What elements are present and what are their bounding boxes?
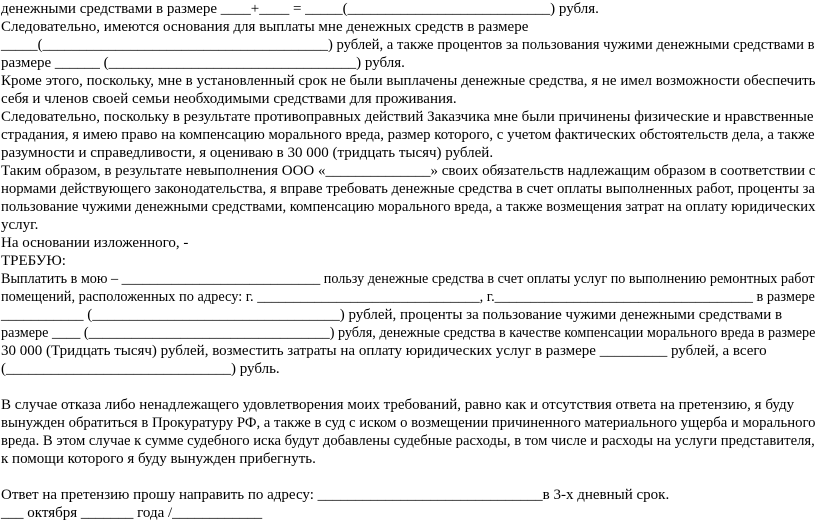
text-line: Следовательно, поскольку в результате противоправных действий Заказчика мне были причинены физические и нравственные xyxy=(1,109,814,125)
text-line: разумности и справедливости, я оцениваю в 30 000 (тридцать тысяч) рублей. xyxy=(1,145,494,161)
text-line: размере ______ (_________________________________) рубля. xyxy=(1,55,405,71)
text-line: денежными средствами в размере ____+____ = _____(___________________________) рубля. xyxy=(1,1,599,17)
text-line: (______________________________) рубль. xyxy=(1,361,280,377)
text-line: 30 000 (Тридцать тысяч) рублей, возместить затраты на оплату юридических услуг в размере _________ рублей, а всего xyxy=(1,343,767,359)
text-line: вреда. В этом случае к сумме судебного иска будут добавлены судебные расходы, в том числе и расходы на услуги представителя, xyxy=(1,433,815,449)
text-line: нормами действующего законодательства, я вправе требовать денежные средства в счет оплаты выполненных работ, проценты за xyxy=(1,181,815,197)
text-line: Кроме этого, поскольку, мне в установленный срок не были выплачены денежные средства, я не имел возможности обеспечить xyxy=(1,73,816,89)
text-line: Следовательно, имеются основания для выплаты мне денежных средств в размере xyxy=(1,19,529,35)
text-line: себя и членов своей семьи необходимыми средствами для проживания. xyxy=(1,91,457,107)
text-line: Выплатить в мою – ____________________________ пользу денежные средства в счет оплаты услуг по выполнению ремонтных работ xyxy=(1,271,815,287)
text-line: Ответ на претензию прошу направить по адресу: ______________________________в 3-х дневный срок. xyxy=(1,487,670,503)
text-line: услуг. xyxy=(1,217,39,233)
text-line: В случае отказа либо ненадлежащего удовлетворения моих требований, равно как и отсутствия ответа на претензию, я буду xyxy=(1,397,795,413)
text-line: к помощи которого я буду вынужден прибегнуть. xyxy=(1,451,316,467)
text-line: вынужден обратиться в Прокуратуру РФ, а также в суд с иском о возмещении причиненного материального ущерба и морального xyxy=(1,415,816,431)
text-line: страдания, я имею право на компенсацию морального вреда, размер которого, с учетом фактических обстоятельств дела, а также xyxy=(1,127,815,143)
text-line: _____(_______________________________________) рублей, а также процентов за пользования чужими денежными средствами в xyxy=(1,37,815,53)
text-line: ___________ (_________________________________) рублей, проценты за пользование чужими денежными средствами в xyxy=(1,307,783,323)
text-line: помещений, расположенных по адресу: г. _______________________________, г.____________________________________ в размере xyxy=(1,289,815,305)
signature-line: ___ октября _______ года /____________ xyxy=(1,505,263,521)
text-line: На основании изложенного, - xyxy=(1,235,189,251)
text-line: пользование чужими денежными средствами, компенсацию морального вреда, а также возмещения затрат на оплату юридических xyxy=(1,199,816,215)
text-line: размере ____ (__________________________________) рубля, денежные средства в качестве компенсации морального вреда в размере xyxy=(1,325,816,341)
text-line: Таким образом, в результате невыполнения ООО «______________» своих обязательств надлежащим образом в соответствии с xyxy=(1,163,816,179)
section-heading: ТРЕБУЮ: xyxy=(1,253,66,269)
